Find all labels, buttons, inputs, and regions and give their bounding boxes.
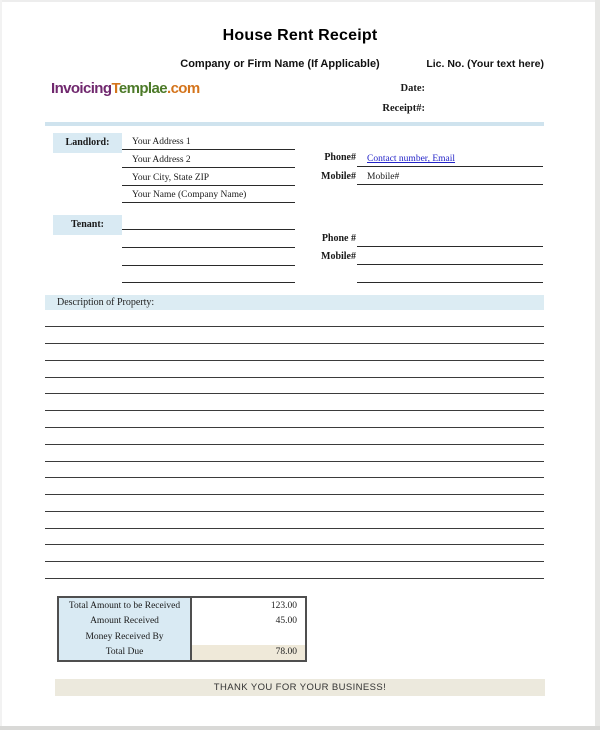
tenant-extra-field[interactable] <box>357 269 543 283</box>
total-due-label: Total Due <box>59 645 192 661</box>
description-line[interactable] <box>45 544 544 545</box>
description-line[interactable] <box>45 477 544 478</box>
description-line[interactable] <box>45 444 544 445</box>
license-number-line: Lic. No. (Your text here) <box>426 58 544 70</box>
tenant-phone-field[interactable] <box>357 233 543 247</box>
description-line[interactable] <box>45 578 544 579</box>
description-line[interactable] <box>45 494 544 495</box>
company-name-line: Company or Firm Name (If Applicable) <box>180 58 380 70</box>
totals-table <box>57 596 307 662</box>
logo-part-1: Invoicing <box>51 80 112 97</box>
date-label: Date: <box>400 83 425 94</box>
landlord-address1-field[interactable]: Your Address 1 <box>122 136 295 150</box>
landlord-phone-label: Phone# <box>324 152 356 163</box>
description-line[interactable] <box>45 427 544 428</box>
landlord-mobile-field[interactable]: Mobile# <box>357 171 543 185</box>
header-divider <box>45 122 544 126</box>
landlord-name-field[interactable]: Your Name (Company Name) <box>122 189 295 203</box>
tenant-phone-label: Phone # <box>321 233 356 244</box>
total-due-value[interactable]: 78.00 <box>192 645 305 661</box>
description-line[interactable] <box>45 343 544 344</box>
tenant-line-2[interactable] <box>122 234 295 248</box>
total-amount-label: Total Amount to be Received <box>59 598 192 614</box>
amount-received-value[interactable]: 45.00 <box>192 614 305 630</box>
description-line[interactable] <box>45 461 544 462</box>
logo-part-3: emplae <box>118 80 167 97</box>
landlord-city-state-zip-field[interactable]: Your City, State ZIP <box>122 172 295 186</box>
landlord-phone-field[interactable] <box>357 153 543 167</box>
description-line[interactable] <box>45 511 544 512</box>
landlord-address2-field[interactable]: Your Address 2 <box>122 154 295 168</box>
description-line[interactable] <box>45 561 544 562</box>
page-edge-bottom <box>0 726 600 730</box>
contact-email-link[interactable]: Contact number, Email <box>367 154 456 164</box>
page-edge-top <box>0 0 600 2</box>
description-line[interactable] <box>45 377 544 378</box>
description-line[interactable] <box>45 393 544 394</box>
tenant-line-1[interactable] <box>122 216 295 230</box>
landlord-mobile-label: Mobile# <box>321 171 356 182</box>
description-line[interactable] <box>45 360 544 361</box>
thank-you-banner: THANK YOU FOR YOUR BUSINESS! <box>55 679 545 696</box>
logo-part-4: .com <box>167 80 200 97</box>
invoicing-template-logo[interactable] <box>51 80 200 97</box>
tenant-mobile-field[interactable] <box>357 251 543 265</box>
page-edge-left <box>0 0 2 730</box>
landlord-section-label: Landlord: <box>53 133 122 153</box>
total-amount-value[interactable]: 123.00 <box>192 598 305 614</box>
page-edge-right <box>595 0 600 730</box>
receipt-number-label: Receipt#: <box>382 103 425 114</box>
tenant-section-label: Tenant: <box>53 215 122 235</box>
money-received-by-label: Money Received By <box>59 629 192 645</box>
tenant-mobile-label: Mobile# <box>321 251 356 262</box>
page-title: House Rent Receipt <box>222 27 378 44</box>
amount-received-label: Amount Received <box>59 614 192 630</box>
description-of-property-header: Description of Property: <box>45 295 544 310</box>
tenant-line-3[interactable] <box>122 252 295 266</box>
description-line[interactable] <box>45 326 544 327</box>
description-line[interactable] <box>45 528 544 529</box>
description-line[interactable] <box>45 410 544 411</box>
money-received-by-value[interactable] <box>192 629 305 645</box>
tenant-line-4[interactable] <box>122 269 295 283</box>
logo-part-2: T <box>111 80 119 97</box>
